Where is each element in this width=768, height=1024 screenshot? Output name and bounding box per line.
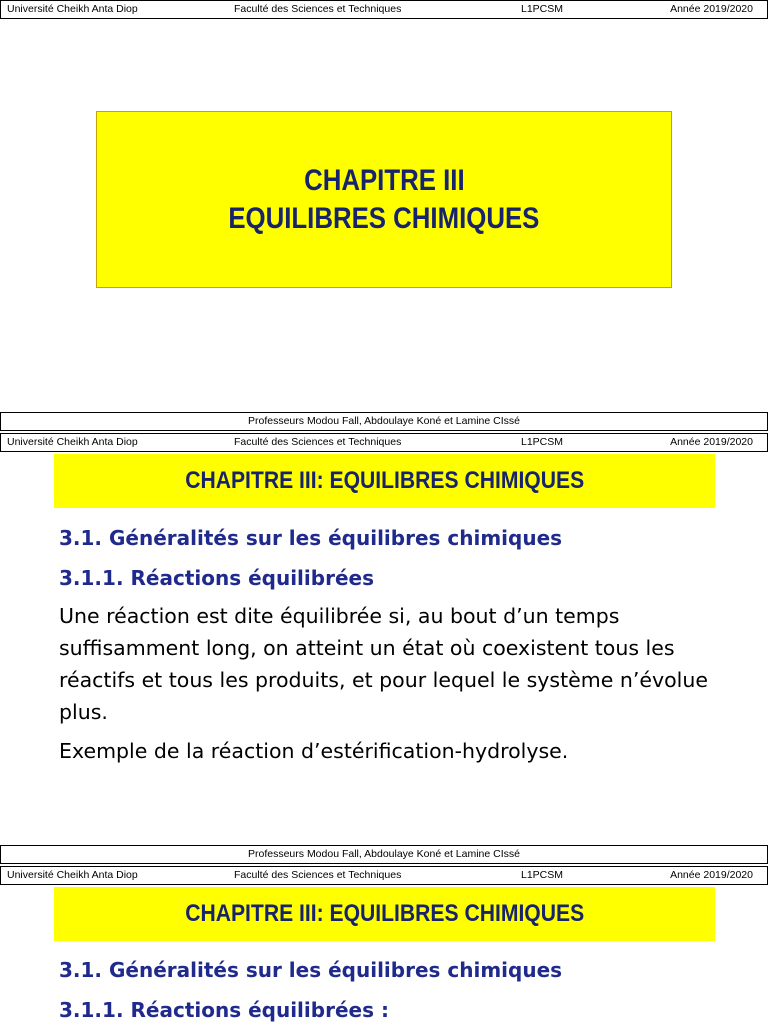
slide2-section-heading: 3.1. Généralités sur les équilibres chimiques xyxy=(59,526,563,550)
slide2-header-bar xyxy=(0,433,768,452)
header-year: Année 2019/2020 xyxy=(670,869,753,881)
footer-professors: Professeurs Modou Fall, Abdoulaye Koné et Lamine CIssé xyxy=(248,415,520,427)
header-level: L1PCSM xyxy=(521,869,564,881)
slide2-footer-bar xyxy=(0,845,768,864)
slide3-chapter-banner xyxy=(54,887,715,941)
slide1-footer-bar xyxy=(0,412,768,431)
slide1-title-box xyxy=(96,111,672,288)
slide2-paragraph: Une réaction est dite équilibrée si, au bout d’un temps suffisamment long, on atteint un état où coexistent tous les réactifs et tous les produits, et pour lequel le système n’évolue plus. xyxy=(59,604,708,724)
slide2-subsection-heading: 3.1.1. Réactions équilibrées xyxy=(59,566,374,590)
slide1-title-line2: EQUILIBRES CHIMIQUES xyxy=(228,201,540,235)
slide3-header-bar xyxy=(0,866,768,885)
slide3-subsection-heading: 3.1.1. Réactions équilibrées : xyxy=(59,998,389,1022)
slide3-banner-text: CHAPITRE III: EQUILIBRES CHIMIQUES xyxy=(185,900,584,927)
header-university: Université Cheikh Anta Diop xyxy=(7,869,138,881)
slide2-banner-text: CHAPITRE III: EQUILIBRES CHIMIQUES xyxy=(185,467,584,494)
header-year: Année 2019/2020 xyxy=(670,3,753,15)
header-faculty: Faculté des Sciences et Techniques xyxy=(234,436,402,448)
header-university: Université Cheikh Anta Diop xyxy=(7,3,138,15)
header-faculty: Faculté des Sciences et Techniques xyxy=(234,869,402,881)
header-year: Année 2019/2020 xyxy=(670,436,753,448)
footer-professors: Professeurs Modou Fall, Abdoulaye Koné et Lamine CIssé xyxy=(248,848,520,860)
header-level: L1PCSM xyxy=(521,436,564,448)
slide2-chapter-banner xyxy=(54,454,715,508)
slide2-example: Exemple de la réaction d’estérification-hydrolyse. xyxy=(59,739,569,763)
slide3-section-heading: 3.1. Généralités sur les équilibres chimiques xyxy=(59,958,563,982)
header-faculty: Faculté des Sciences et Techniques xyxy=(234,3,402,15)
header-university: Université Cheikh Anta Diop xyxy=(7,436,138,448)
slide1-title-line1: CHAPITRE III xyxy=(303,163,465,197)
slide1-header-bar xyxy=(0,0,768,19)
header-level: L1PCSM xyxy=(521,3,564,15)
